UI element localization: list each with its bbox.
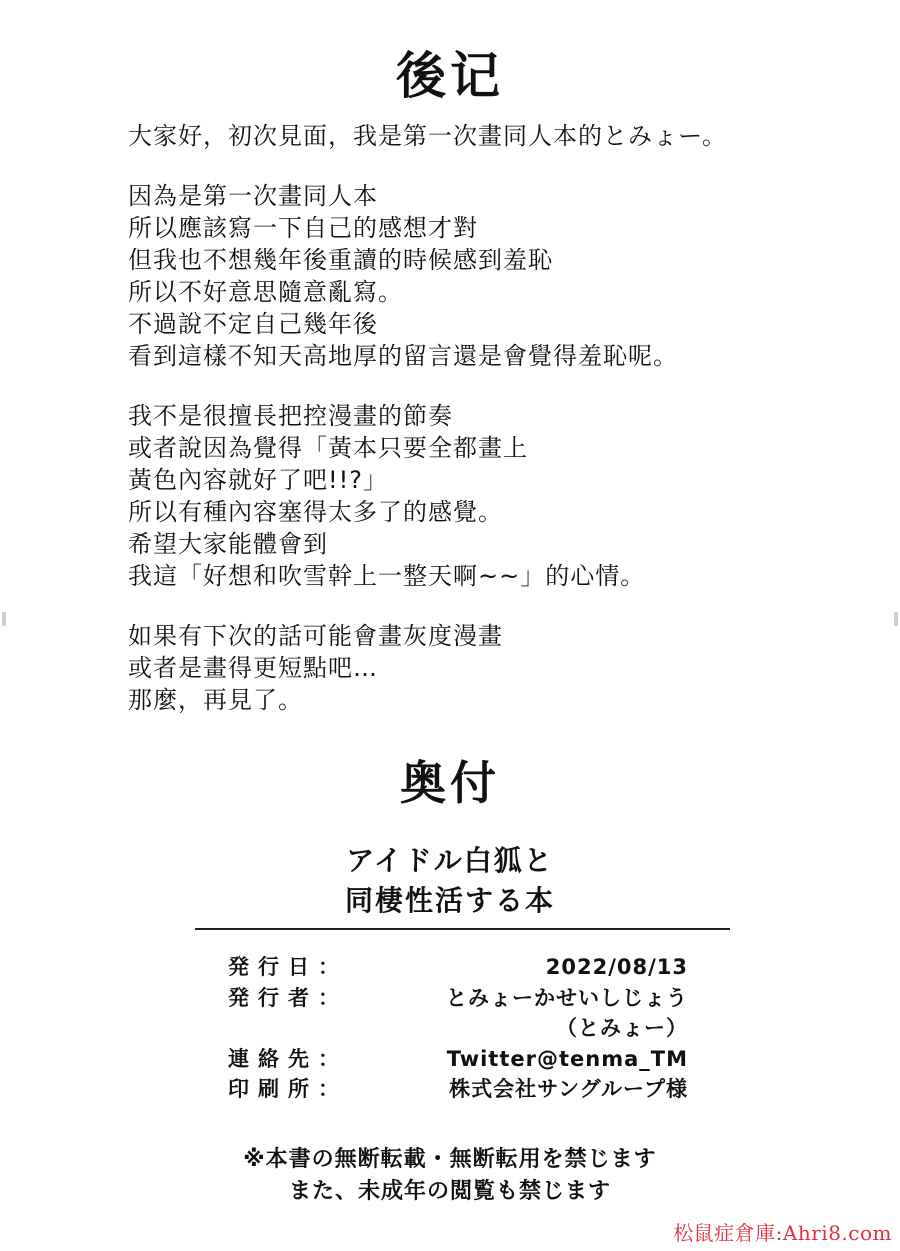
afterword-line: 所以有種內容塞得太多了的感覺。: [128, 498, 503, 526]
afterword-paragraph-3: [128, 400, 828, 592]
publisher-value: とみょーかせいしじょう: [446, 986, 688, 1010]
afterword-line: 或者是畫得更短點吧…: [128, 654, 378, 682]
contact-label: 連絡先：: [228, 1047, 348, 1071]
afterword-line: 黃色內容就好了吧!!?」: [128, 466, 388, 494]
afterword-title: 後记: [396, 47, 504, 105]
afterword-line: 大家好，初次見面，我是第一次畫同人本的とみょー。: [128, 122, 728, 150]
date-label: 発行日：: [228, 955, 348, 979]
colophon-row-publisher: [228, 983, 688, 1013]
afterword-paragraph-2: [128, 180, 828, 372]
afterword-body: [128, 120, 828, 744]
crop-mark-left: [2, 612, 6, 626]
colophon-row-contact: [228, 1044, 688, 1074]
publisher-label: 発行者：: [228, 986, 348, 1010]
colophon-title: 奥付: [400, 756, 500, 810]
printer-value: 株式会社サングループ様: [449, 1077, 688, 1101]
afterword-paragraph-4: [128, 620, 828, 716]
colophon-row-date: [228, 952, 688, 982]
watermark-text: 松鼠症倉庫:Ahri8.com: [673, 1221, 892, 1245]
afterword-line: 不過說不定自己幾年後: [128, 310, 378, 338]
colophon-divider: [195, 928, 730, 930]
crop-mark-right: [894, 612, 898, 626]
afterword-line: 那麼，再見了。: [128, 686, 303, 714]
publisher-alias-value: （とみょー）: [556, 1016, 688, 1040]
book-title-line-1: アイドル白狐と: [346, 844, 554, 877]
afterword-line: 我不是很擅長把控漫畫的節奏: [128, 402, 453, 430]
afterword-line: 我這「好想和吹雪幹上一整天啊~~」的心情。: [128, 562, 646, 590]
copyright-notice-line-2: また、未成年の閲覧も禁じます: [288, 1179, 611, 1204]
afterword-line: 所以不好意思隨意亂寫。: [128, 278, 403, 306]
colophon-row-printer: [228, 1074, 688, 1104]
contact-value: Twitter@tenma_TM: [446, 1047, 688, 1071]
date-value: 2022/08/13: [545, 955, 688, 979]
afterword-line: 看到這樣不知天高地厚的留言還是會覺得羞恥呢。: [128, 342, 678, 370]
afterword-line: 希望大家能體會到: [128, 530, 328, 558]
printer-label: 印刷所：: [228, 1077, 348, 1101]
colophon-row-publisher-alias: [228, 1013, 688, 1043]
afterword-line: 如果有下次的話可能會畫灰度漫畫: [128, 622, 503, 650]
afterword-line: 或者說因為覺得「黃本只要全都畫上: [128, 434, 528, 462]
afterword-paragraph-1: [128, 120, 828, 152]
afterword-line: 因為是第一次畫同人本: [128, 182, 378, 210]
book-title-line-2: 同棲性活する本: [344, 884, 555, 917]
afterword-line: 所以應該寫一下自己的感想才對: [128, 214, 478, 242]
copyright-notice-line-1: ※本書の無断転載・無断転用を禁じます: [243, 1147, 657, 1172]
afterword-line: 但我也不想幾年後重讀的時候感到羞恥: [128, 246, 553, 274]
